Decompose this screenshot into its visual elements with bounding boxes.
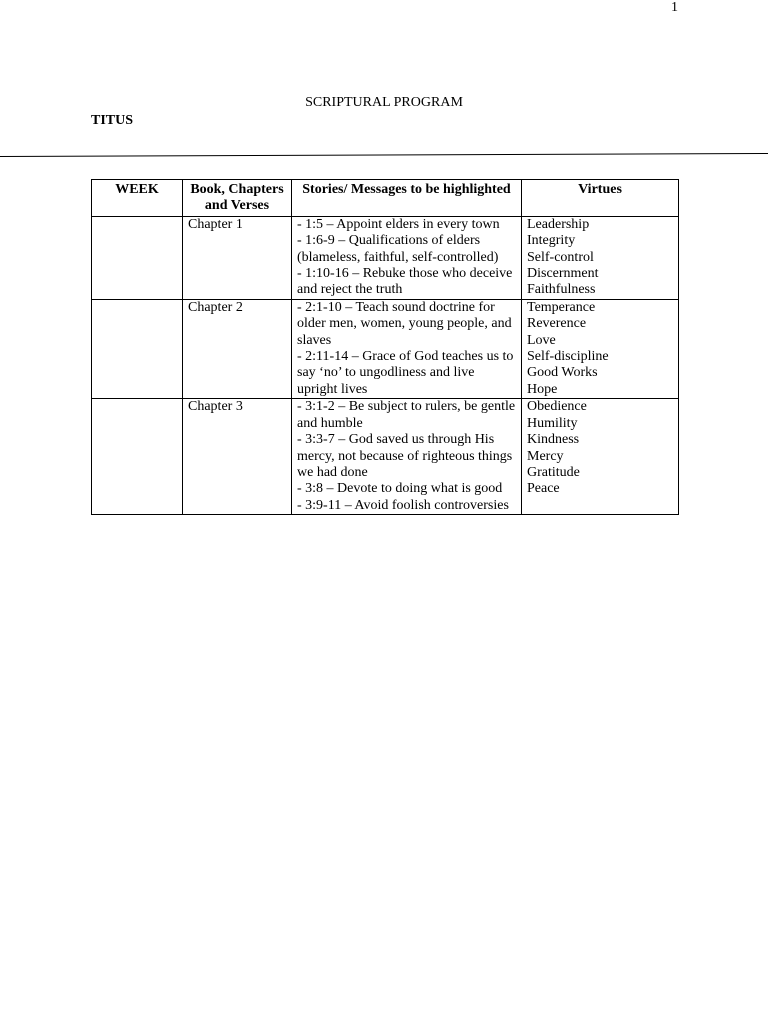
story-item: - 1:5 – Appoint elders in every town (297, 216, 500, 232)
story-item: - 3:3-7 – God saved us through His mercy, not because of righteous things we had done (297, 432, 513, 480)
table-header-row (92, 180, 679, 217)
virtue-item: Good Works (527, 365, 598, 381)
document-title: SCRIPTURAL PROGRAM (305, 95, 463, 110)
virtue-item: Hope (527, 381, 558, 397)
book-title: TITUS (91, 113, 134, 128)
stories-cell (292, 299, 522, 398)
page-number: 1 (671, 0, 678, 15)
virtue-item: Humility (527, 415, 578, 431)
virtue-item: Faithfulness (527, 282, 596, 298)
story-item: - 3:9-11 – Avoid foolish controversies (297, 497, 509, 513)
virtue-item: Discernment (527, 266, 599, 282)
stories-cell (292, 399, 522, 515)
table-row (92, 216, 679, 299)
week-cell (92, 299, 183, 398)
header-virtues: Virtues (522, 180, 679, 217)
virtue-item: Mercy (527, 448, 564, 464)
chapter-cell: Chapter 2 (183, 299, 292, 398)
header-week: WEEK (92, 180, 183, 217)
stories-cell (292, 216, 522, 299)
virtue-item: Love (527, 332, 556, 348)
virtues-cell (522, 299, 679, 398)
horizontal-divider (0, 153, 768, 157)
story-item: - 1:10-16 – Rebuke those who deceive and reject the truth (297, 266, 513, 298)
virtue-item: Obedience (527, 399, 587, 415)
scriptural-program-table (91, 179, 679, 515)
virtue-item: Temperance (527, 299, 596, 315)
virtue-item: Integrity (527, 233, 576, 249)
virtue-item: Leadership (527, 216, 590, 232)
virtue-item: Reverence (527, 316, 587, 332)
virtues-cell (522, 216, 679, 299)
table-row (92, 299, 679, 398)
virtues-cell (522, 399, 679, 515)
week-cell (92, 216, 183, 299)
header-book: Book, Chapters and Verses (183, 180, 292, 217)
story-item: - 3:1-2 – Be subject to rulers, be gentle and humble (297, 399, 516, 431)
virtue-item: Kindness (527, 432, 580, 448)
story-item: - 2:1-10 – Teach sound doctrine for older men, women, young people, and slaves (297, 299, 512, 348)
header-stories: Stories/ Messages to be highlighted (292, 180, 522, 217)
virtue-item: Self-control (527, 249, 594, 265)
chapter-cell: Chapter 3 (183, 399, 292, 515)
table-row (92, 399, 679, 515)
week-cell (92, 399, 183, 515)
virtue-item: Peace (527, 481, 560, 497)
virtue-item: Self-discipline (527, 349, 609, 365)
story-item: - 1:6-9 – Qualifications of elders (blameless, faithful, self-controlled) (297, 233, 499, 265)
virtue-item: Gratitude (527, 464, 580, 480)
story-item: - 2:11-14 – Grace of God teaches us to say ‘no’ to ungodliness and live upright lives (297, 349, 514, 397)
chapter-cell: Chapter 1 (183, 216, 292, 299)
story-item: - 3:8 – Devote to doing what is good (297, 481, 503, 497)
